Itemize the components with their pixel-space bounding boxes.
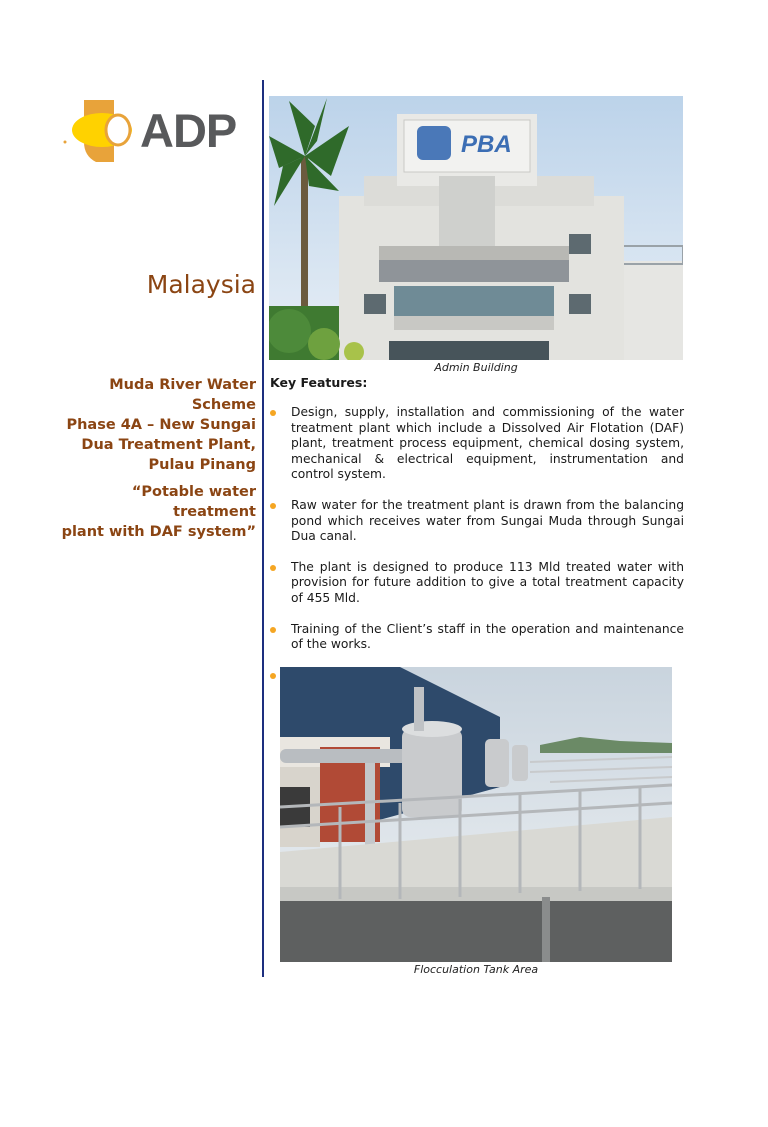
project-line: Muda River Water Scheme (109, 377, 256, 413)
project-line: Phase 4A – New Sungai (66, 417, 256, 433)
flocculation-tank-photo (280, 667, 672, 962)
bullet-icon (270, 410, 276, 416)
list-item (270, 560, 684, 607)
list-item-text: Training of the Client’s staff in the operation and maintenance of the works. (291, 621, 684, 652)
key-features-title: Key Features: (270, 375, 368, 390)
tagline (46, 482, 256, 542)
key-features-list (270, 405, 684, 698)
project-line: Pulau Pinang (148, 457, 256, 473)
list-item-text: Raw water for the treatment plant is drawn from the balancing pond which receives water from Sungai Muda through Sungai Dua canal. (291, 497, 684, 544)
admin-building-photo (269, 96, 683, 360)
tagline-line: plant with DAF system” (61, 524, 256, 540)
list-item-text: The plant is designed to produce 113 Mld treated water with provision for future addition to give a total treatment capacity of 455 Mld. (291, 559, 684, 605)
flocculation-tank-caption: Flocculation Tank Area (413, 963, 539, 976)
bullet-icon (270, 565, 276, 571)
logo-mark-icon (62, 98, 142, 168)
adp-logo (62, 98, 252, 168)
list-item (270, 498, 684, 545)
bullet-icon (270, 673, 276, 679)
bullet-icon (270, 627, 276, 633)
logo-text: ADP (140, 104, 237, 157)
bullet-icon (270, 503, 276, 509)
list-item-text: Design, supply, installation and commissioning of the water treatment plant which include a Dissolved Air Flotation (DAF) plant, treatment process equipment, chemical dosing system, mechanical & electrical equipment, instrumentation and control system. (291, 405, 684, 482)
admin-building-caption: Admin Building (434, 361, 518, 374)
tagline-line: “Potable water treatment (131, 484, 256, 520)
project-line: Dua Treatment Plant, (81, 437, 256, 453)
country-heading: Malaysia (146, 270, 256, 299)
sign-text: PBA (461, 131, 512, 158)
list-item (270, 405, 684, 483)
list-item (270, 622, 684, 653)
project-title (46, 375, 256, 475)
vertical-divider (262, 80, 264, 977)
